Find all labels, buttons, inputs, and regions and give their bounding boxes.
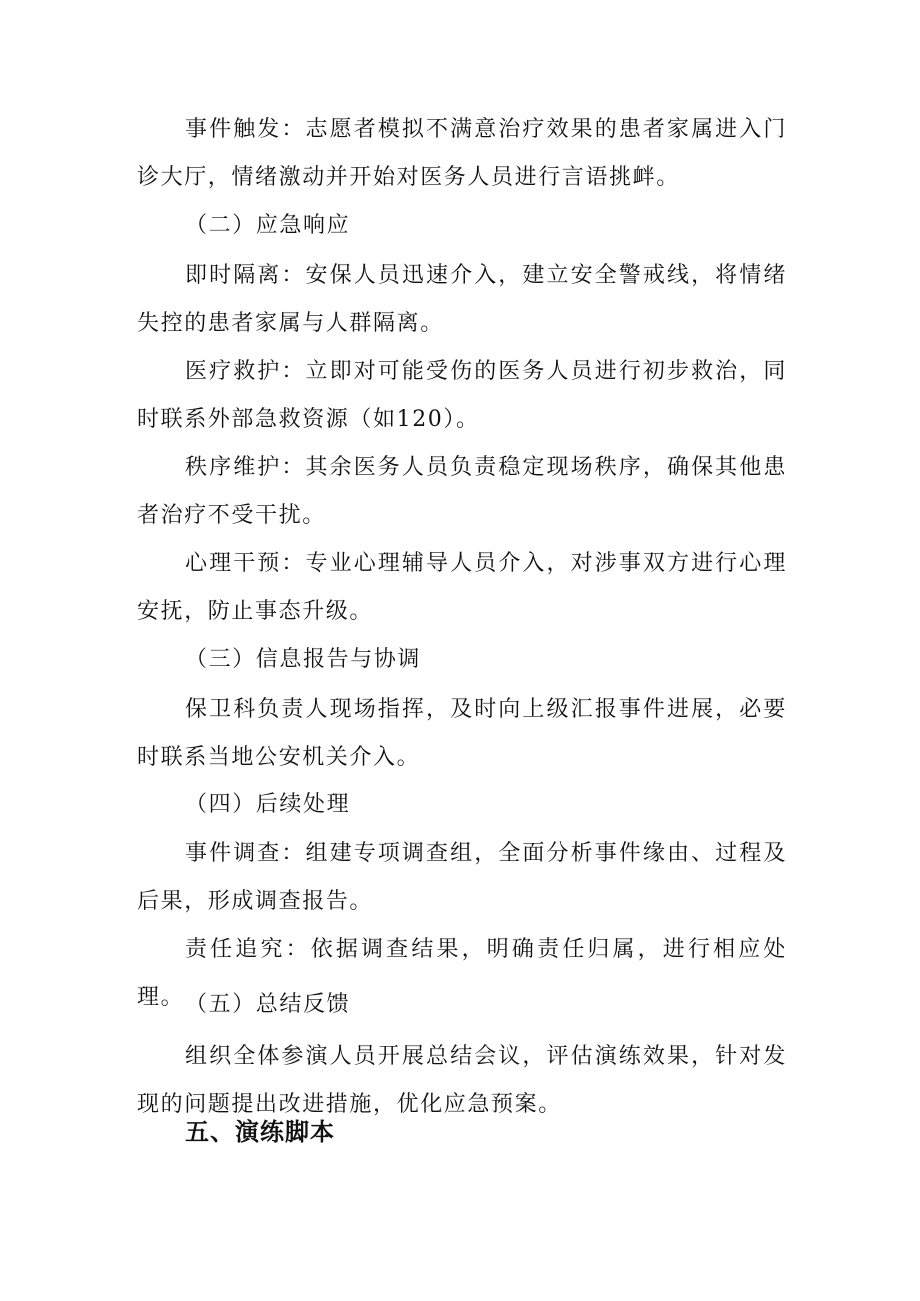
paragraph-event-trigger: 事件触发：志愿者模拟不满意治疗效果的患者家属进入门诊大厅，情绪激动并开始对医务人员进行言语挑衅。 bbox=[137, 117, 787, 190]
paragraph-immediate-isolation: 即时隔离：安保人员迅速介入，建立安全警戒线，将情绪失控的患者家属与人群隔离。 bbox=[137, 263, 787, 336]
paragraph-medical-rescue: 医疗救护：立即对可能受伤的医务人员进行初步救治，同时联系外部急救资源（如120）。 bbox=[137, 359, 787, 432]
paragraph-report-coordination: 保卫科负责人现场指挥，及时向上级汇报事件进展，必要时联系当地公安机关介入。 bbox=[137, 697, 787, 770]
subheading-info-report: （三）信息报告与协调 bbox=[185, 647, 422, 672]
subheading-summary-feedback: （五）总结反馈 bbox=[185, 992, 351, 1017]
subheading-follow-up: （四）后续处理 bbox=[185, 792, 351, 817]
subheading-emergency-response: （二）应急响应 bbox=[185, 213, 351, 238]
paragraph-order-maintenance: 秩序维护：其余医务人员负责稳定现场秩序，确保其他患者治疗不受干扰。 bbox=[137, 455, 787, 528]
paragraph-summary: 组织全体参演人员开展总结会议，评估演练效果，针对发现的问题提出改进措施，优化应急预案。 bbox=[137, 1044, 787, 1117]
section-heading-drill-script: 五、演练脚本 bbox=[185, 1118, 335, 1146]
paragraph-investigation: 事件调查：组建专项调查组，全面分析事件缘由、过程及后果，形成调查报告。 bbox=[137, 841, 787, 914]
paragraph-accountability: 责任追究：依据调查结果，明确责任归属，进行相应处理。 bbox=[137, 937, 787, 1010]
paragraph-psychological-intervention: 心理干预：专业心理辅导人员介入，对涉事双方进行心理安抚，防止事态升级。 bbox=[137, 551, 787, 624]
